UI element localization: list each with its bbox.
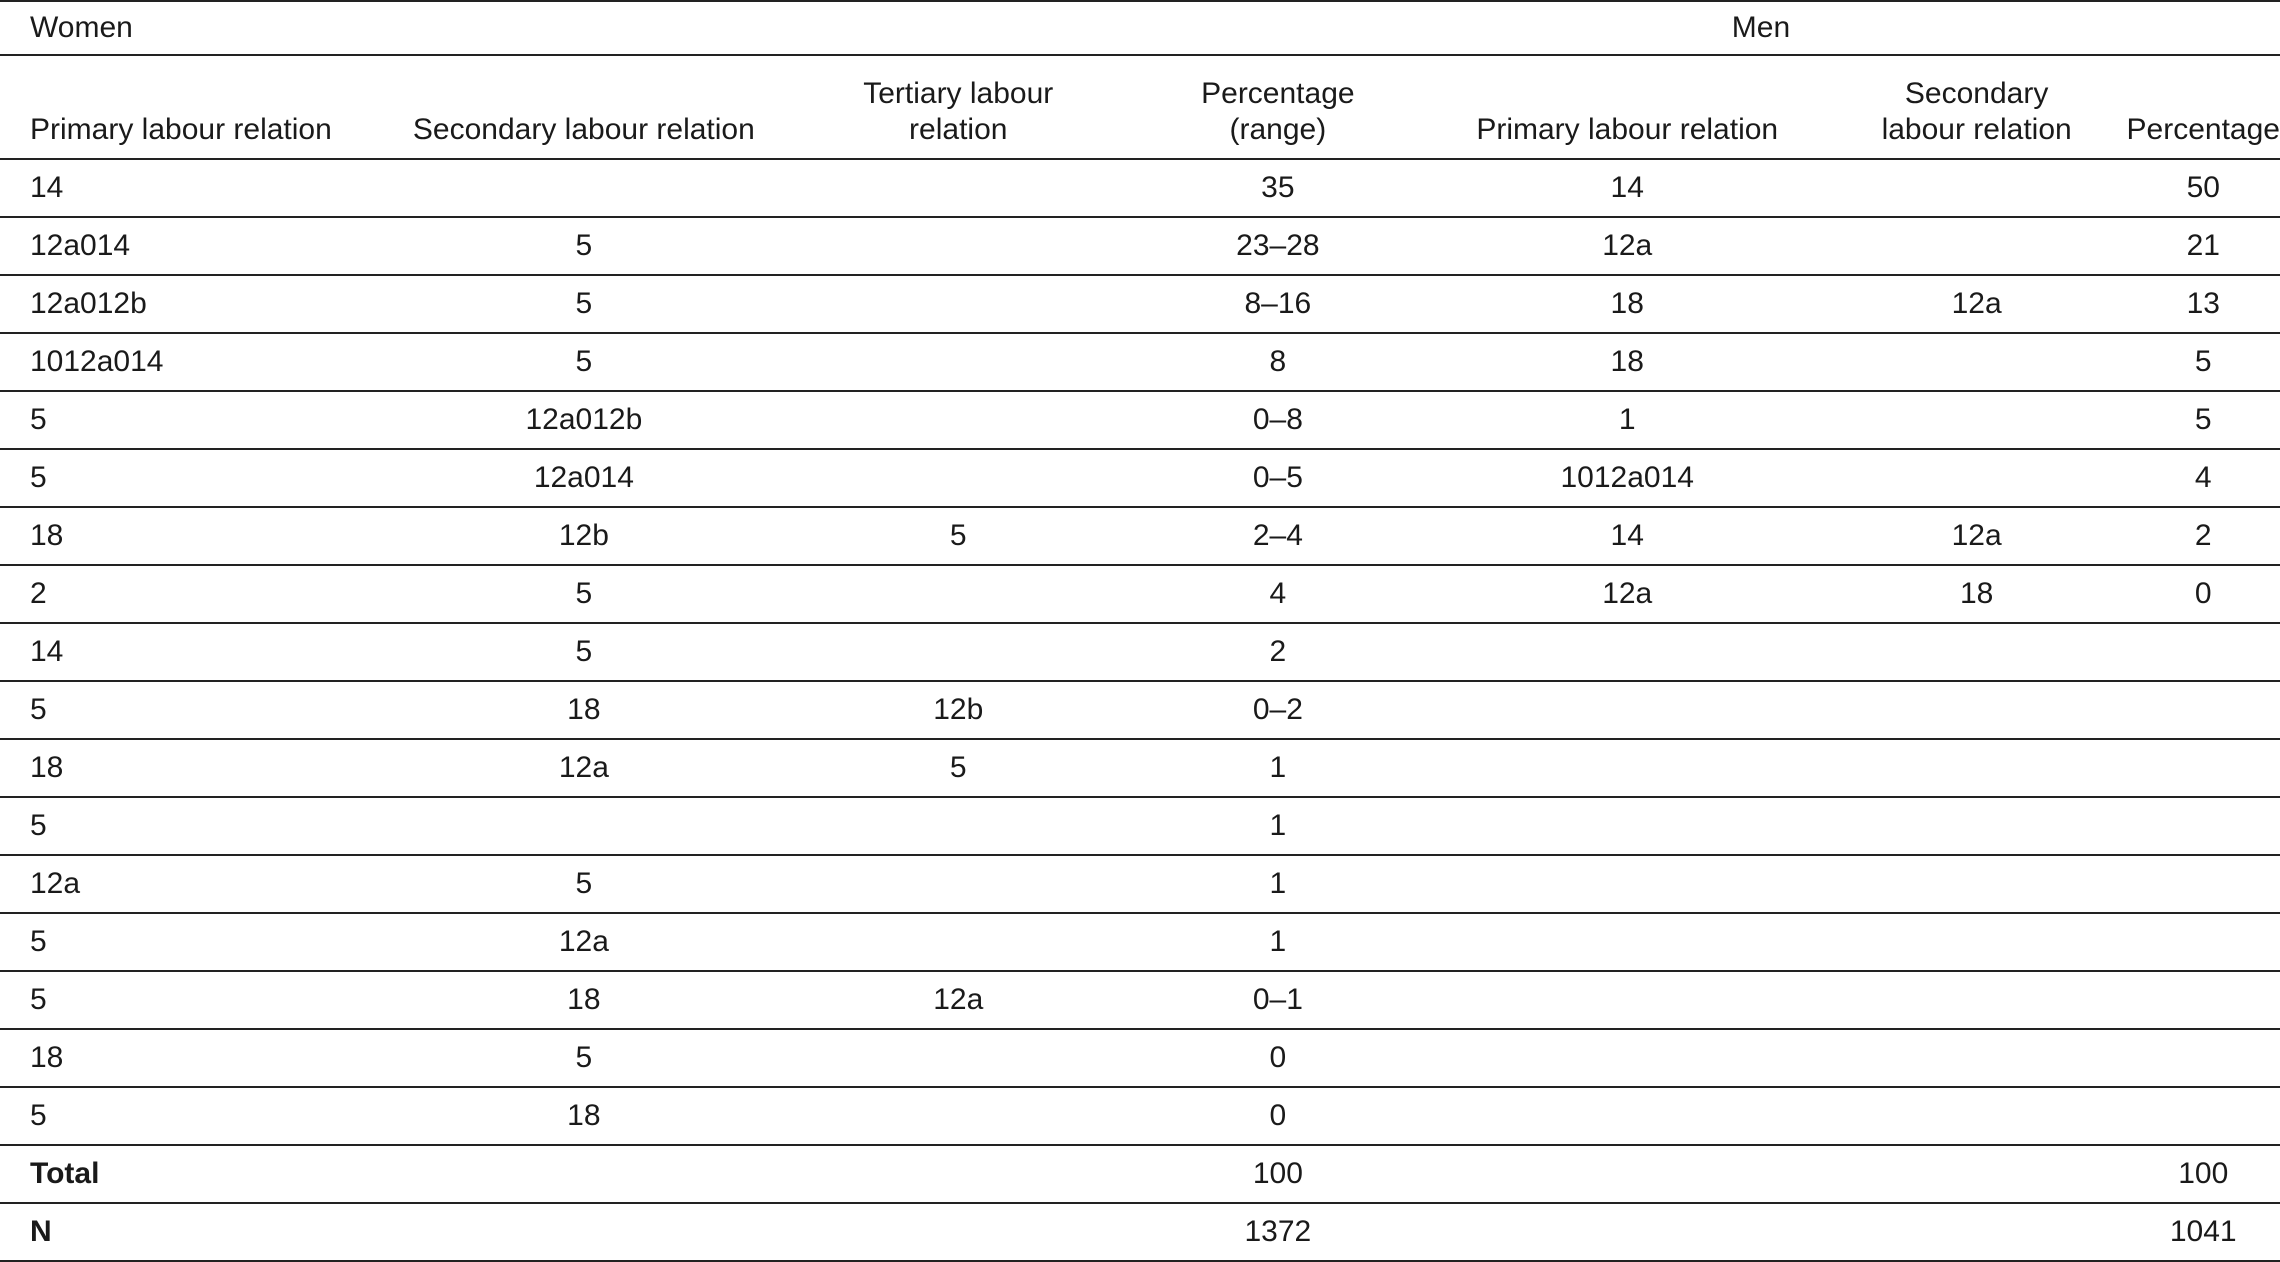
cell-men-percentage	[2127, 681, 2280, 739]
table-row	[0, 565, 2280, 623]
cell-men-secondary	[1827, 855, 2127, 913]
cell-men-primary: 14	[1428, 507, 1827, 565]
cell-women-secondary: 12a014	[379, 449, 788, 507]
total-label: Total	[0, 1145, 379, 1203]
cell-women-tertiary	[788, 275, 1128, 333]
cell-women-primary: 12a012b	[0, 275, 379, 333]
cell-women-secondary: 18	[379, 1087, 788, 1145]
cell-men-percentage: 13	[2127, 275, 2280, 333]
cell-men-percentage	[2127, 623, 2280, 681]
cell-men-percentage: 2	[2127, 507, 2280, 565]
cell-men-primary	[1428, 797, 1827, 855]
cell-men-primary	[1428, 739, 1827, 797]
cell-women-percentage: 1	[1128, 739, 1428, 797]
table-row	[0, 1029, 2280, 1087]
cell-women-tertiary: 5	[788, 739, 1128, 797]
cell-women-percentage: 8	[1128, 333, 1428, 391]
cell-men-primary	[1428, 681, 1827, 739]
cell-men-secondary	[1827, 681, 2127, 739]
cell-men-secondary	[1827, 449, 2127, 507]
cell-women-primary: 5	[0, 971, 379, 1029]
empty-cell	[1827, 1203, 2127, 1261]
cell-women-secondary: 5	[379, 1029, 788, 1087]
cell-women-tertiary	[788, 159, 1128, 217]
cell-men-percentage	[2127, 797, 2280, 855]
cell-men-primary: 18	[1428, 275, 1827, 333]
cell-women-primary: 5	[0, 391, 379, 449]
cell-women-primary: 5	[0, 797, 379, 855]
empty-cell	[788, 1203, 1128, 1261]
cell-men-primary: 12a	[1428, 565, 1827, 623]
empty-cell	[1827, 1145, 2127, 1203]
cell-men-secondary: 12a	[1827, 507, 2127, 565]
table-row	[0, 217, 2280, 275]
cell-men-percentage: 0	[2127, 565, 2280, 623]
cell-women-primary: 2	[0, 565, 379, 623]
cell-women-secondary: 12a	[379, 913, 788, 971]
cell-men-primary	[1428, 623, 1827, 681]
cell-men-primary	[1428, 971, 1827, 1029]
cell-men-percentage: 5	[2127, 391, 2280, 449]
cell-women-secondary: 12a012b	[379, 391, 788, 449]
cell-men-percentage: 21	[2127, 217, 2280, 275]
cell-women-percentage: 1	[1128, 913, 1428, 971]
cell-women-tertiary	[788, 623, 1128, 681]
group-spacer	[2127, 1, 2280, 55]
cell-men-percentage	[2127, 855, 2280, 913]
cell-women-percentage: 23–28	[1128, 217, 1428, 275]
cell-women-percentage: 0–8	[1128, 391, 1428, 449]
cell-women-primary: 12a	[0, 855, 379, 913]
cell-men-secondary	[1827, 913, 2127, 971]
cell-women-tertiary	[788, 217, 1128, 275]
cell-women-tertiary: 12b	[788, 681, 1128, 739]
cell-men-primary: 14	[1428, 159, 1827, 217]
cell-men-percentage	[2127, 1029, 2280, 1087]
cell-men-secondary	[1827, 333, 2127, 391]
cell-women-primary: 18	[0, 1029, 379, 1087]
cell-men-secondary: 12a	[1827, 275, 2127, 333]
table-row	[0, 275, 2280, 333]
table-row	[0, 1087, 2280, 1145]
cell-women-primary: 12a014	[0, 217, 379, 275]
table-row	[0, 507, 2280, 565]
table-row	[0, 681, 2280, 739]
col-women-primary: Primary labour relation	[0, 55, 379, 159]
cell-women-percentage: 4	[1128, 565, 1428, 623]
cell-men-secondary	[1827, 797, 2127, 855]
col-men-percentage: Percentage	[2127, 55, 2280, 159]
cell-men-secondary: 18	[1827, 565, 2127, 623]
cell-women-tertiary: 12a	[788, 971, 1128, 1029]
col-women-tertiary-text: Tertiary labour relation	[843, 76, 1073, 148]
table-row	[0, 159, 2280, 217]
col-men-secondary	[1827, 55, 2127, 159]
cell-women-primary: 14	[0, 623, 379, 681]
cell-men-percentage	[2127, 971, 2280, 1029]
cell-women-primary: 18	[0, 507, 379, 565]
cell-women-secondary: 18	[379, 681, 788, 739]
cell-men-percentage: 4	[2127, 449, 2280, 507]
table-row	[0, 797, 2280, 855]
table-row	[0, 391, 2280, 449]
total-men: 100	[2127, 1145, 2280, 1203]
cell-men-secondary	[1827, 1087, 2127, 1145]
cell-men-primary: 12a	[1428, 217, 1827, 275]
cell-women-secondary: 5	[379, 275, 788, 333]
cell-men-primary	[1428, 1087, 1827, 1145]
cell-women-primary: 5	[0, 681, 379, 739]
men-group-label	[1827, 1, 2127, 55]
cell-women-secondary: 5	[379, 855, 788, 913]
table-row	[0, 913, 2280, 971]
cell-women-tertiary: 5	[788, 507, 1128, 565]
table-row	[0, 739, 2280, 797]
cell-women-tertiary	[788, 855, 1128, 913]
cell-women-primary: 1012a014	[0, 333, 379, 391]
table-row	[0, 333, 2280, 391]
cell-men-secondary	[1827, 1029, 2127, 1087]
cell-women-primary: 5	[0, 449, 379, 507]
empty-cell	[1428, 1145, 1827, 1203]
col-men-secondary-text: Secondary labour relation	[1872, 76, 2082, 148]
n-women: 1372	[1128, 1203, 1428, 1261]
table-row	[0, 971, 2280, 1029]
cell-women-percentage: 2	[1128, 623, 1428, 681]
cell-women-percentage: 0–2	[1128, 681, 1428, 739]
empty-cell	[1428, 1203, 1827, 1261]
col-women-percentage	[1128, 55, 1428, 159]
cell-women-secondary: 18	[379, 971, 788, 1029]
cell-women-secondary: 12a	[379, 739, 788, 797]
cell-men-secondary	[1827, 971, 2127, 1029]
cell-women-primary: 5	[0, 913, 379, 971]
table-row	[0, 855, 2280, 913]
cell-women-secondary: 5	[379, 565, 788, 623]
cell-women-tertiary	[788, 391, 1128, 449]
cell-women-secondary: 12b	[379, 507, 788, 565]
total-row	[0, 1145, 2280, 1203]
n-row	[0, 1203, 2280, 1261]
cell-men-secondary	[1827, 217, 2127, 275]
cell-men-percentage	[2127, 913, 2280, 971]
men-group-text: Men	[1732, 11, 1790, 44]
empty-cell	[788, 1145, 1128, 1203]
cell-men-secondary	[1827, 159, 2127, 217]
cell-women-secondary: 5	[379, 217, 788, 275]
group-header-row	[0, 1, 2280, 55]
cell-women-primary: 5	[0, 1087, 379, 1145]
col-women-tertiary	[788, 55, 1128, 159]
cell-men-primary	[1428, 855, 1827, 913]
cell-women-percentage: 2–4	[1128, 507, 1428, 565]
cell-women-tertiary	[788, 565, 1128, 623]
cell-men-secondary	[1827, 391, 2127, 449]
cell-men-percentage	[2127, 1087, 2280, 1145]
cell-women-tertiary	[788, 913, 1128, 971]
cell-women-secondary: 5	[379, 333, 788, 391]
cell-women-secondary	[379, 797, 788, 855]
cell-women-secondary	[379, 159, 788, 217]
cell-women-tertiary	[788, 797, 1128, 855]
n-men: 1041	[2127, 1203, 2280, 1261]
cell-women-tertiary	[788, 333, 1128, 391]
col-women-percentage-text: Percentage (range)	[1193, 76, 1363, 148]
cell-women-percentage: 0–1	[1128, 971, 1428, 1029]
cell-men-primary	[1428, 1029, 1827, 1087]
column-header-row	[0, 55, 2280, 159]
cell-women-primary: 14	[0, 159, 379, 217]
cell-women-percentage: 1	[1128, 797, 1428, 855]
cell-women-tertiary	[788, 1087, 1128, 1145]
cell-women-percentage: 0	[1128, 1029, 1428, 1087]
cell-women-percentage: 8–16	[1128, 275, 1428, 333]
cell-women-tertiary	[788, 449, 1128, 507]
cell-men-primary: 1	[1428, 391, 1827, 449]
cell-men-secondary	[1827, 739, 2127, 797]
cell-women-percentage: 0–5	[1128, 449, 1428, 507]
women-group-label: Women	[0, 1, 1827, 55]
cell-men-primary: 1012a014	[1428, 449, 1827, 507]
col-women-secondary: Secondary labour relation	[379, 55, 788, 159]
empty-cell	[379, 1203, 788, 1261]
cell-men-percentage: 5	[2127, 333, 2280, 391]
n-label: N	[0, 1203, 379, 1261]
table-row	[0, 449, 2280, 507]
cell-men-primary: 18	[1428, 333, 1827, 391]
cell-men-percentage: 50	[2127, 159, 2280, 217]
cell-men-percentage	[2127, 739, 2280, 797]
cell-women-primary: 18	[0, 739, 379, 797]
table-row	[0, 623, 2280, 681]
total-women: 100	[1128, 1145, 1428, 1203]
table-body	[0, 159, 2280, 1145]
cell-men-secondary	[1827, 623, 2127, 681]
cell-women-tertiary	[788, 1029, 1128, 1087]
empty-cell	[379, 1145, 788, 1203]
cell-women-secondary: 5	[379, 623, 788, 681]
cell-women-percentage: 1	[1128, 855, 1428, 913]
cell-women-percentage: 0	[1128, 1087, 1428, 1145]
cell-women-percentage: 35	[1128, 159, 1428, 217]
col-men-primary: Primary labour relation	[1428, 55, 1827, 159]
cell-men-primary	[1428, 913, 1827, 971]
